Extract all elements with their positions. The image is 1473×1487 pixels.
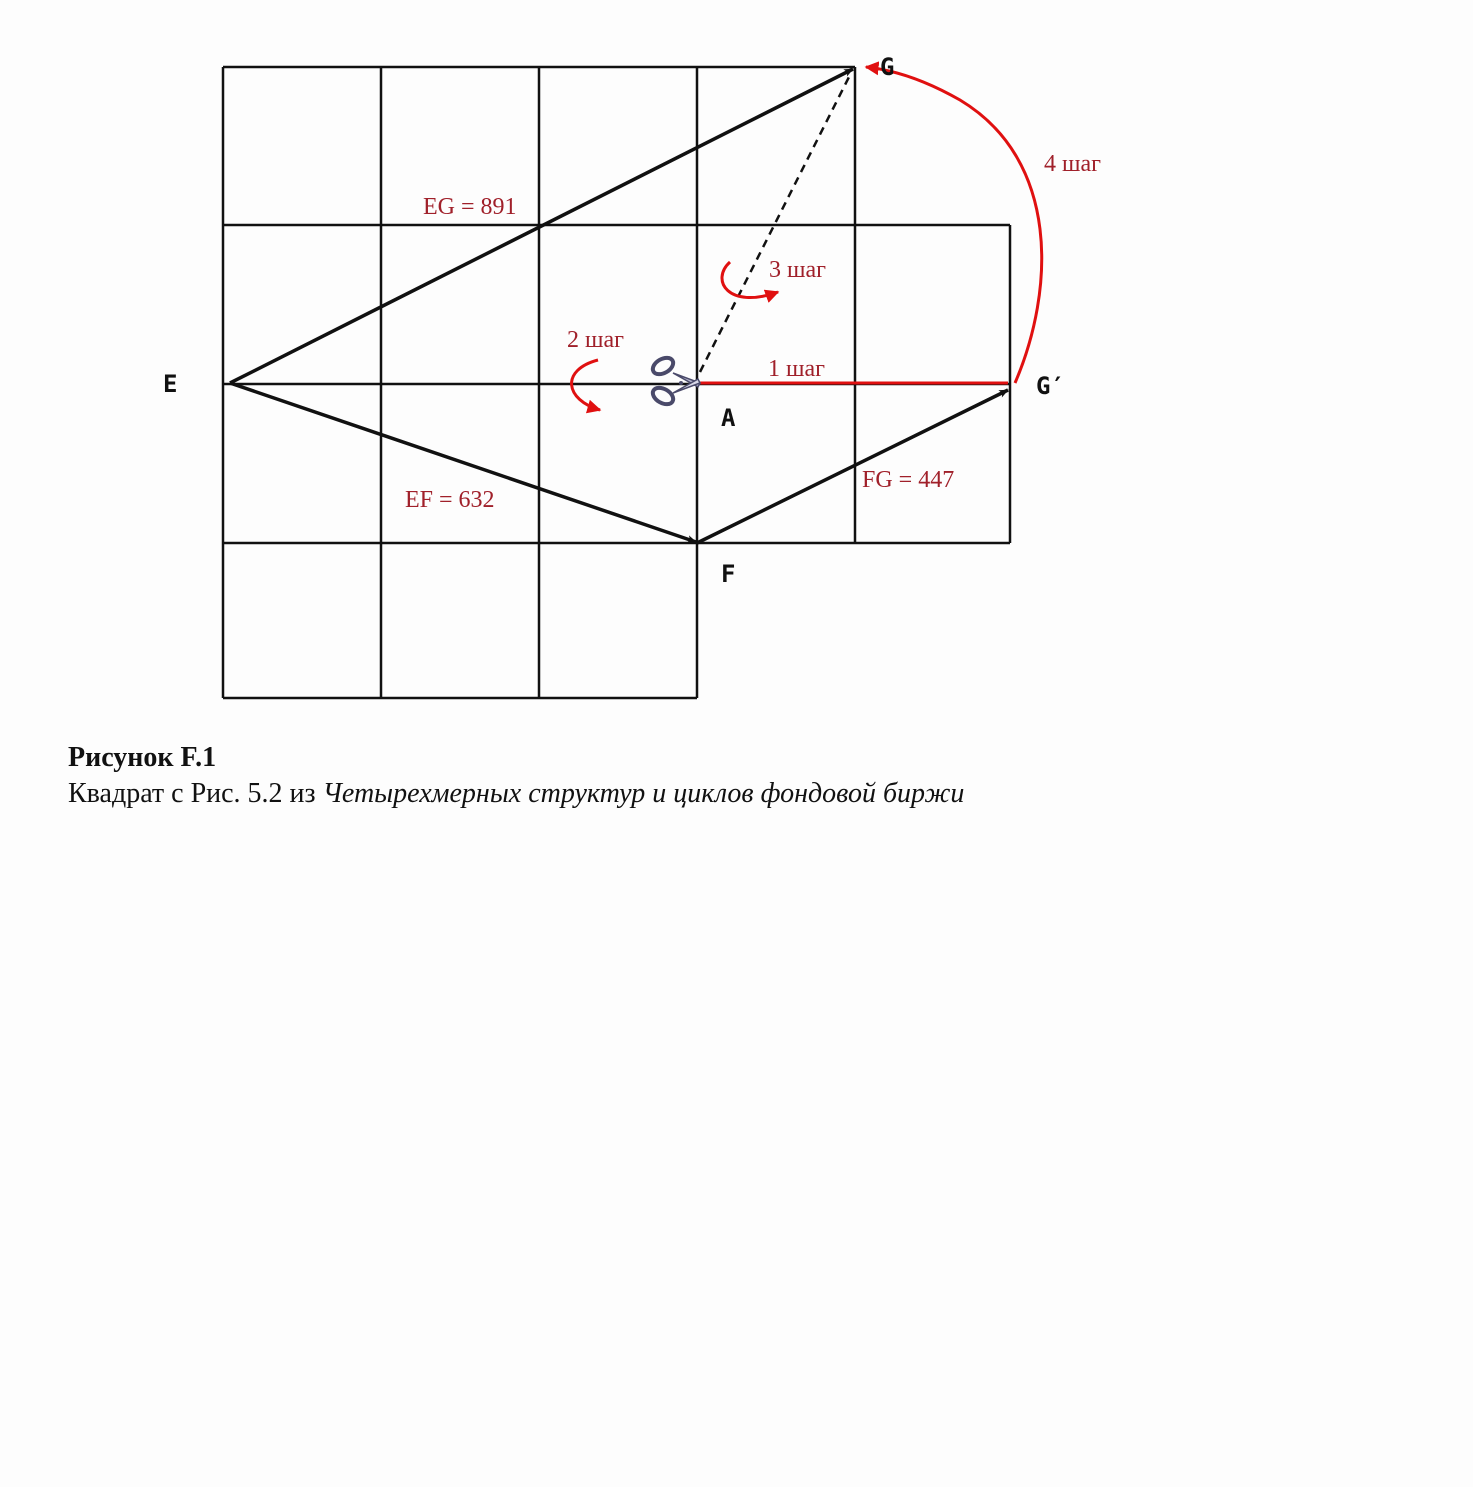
step2-label: 2 шаг: [567, 327, 624, 353]
vector-ef: [230, 383, 696, 542]
ef-length-label: EF = 632: [405, 487, 495, 513]
point-g-label: G: [880, 53, 895, 81]
step4-label: 4 шаг: [1044, 151, 1101, 177]
fg-length-label: FG = 447: [862, 467, 955, 493]
caption-description: [68, 776, 964, 812]
eg-length-label: EG = 891: [423, 194, 517, 220]
point-f-label: F: [721, 560, 736, 588]
point-e-label: E: [163, 370, 178, 398]
step1-label: 1 шаг: [768, 356, 825, 382]
vector-fg: [697, 390, 1008, 543]
caption-title: Рисунок F.1: [68, 742, 217, 773]
vector-ag-dashed: [700, 75, 850, 372]
point-a-label: A: [721, 404, 736, 432]
scissors-icon: [650, 354, 700, 407]
point-g-prime-label: G′: [1036, 372, 1065, 400]
caption-book-title: Четырехмерных структур и циклов фондовой биржи: [322, 778, 965, 809]
figure-caption: [68, 740, 964, 812]
caption-prefix: Квадрат с Рис. 5.2 из: [68, 778, 323, 809]
step3-label: 3 шаг: [769, 257, 826, 283]
